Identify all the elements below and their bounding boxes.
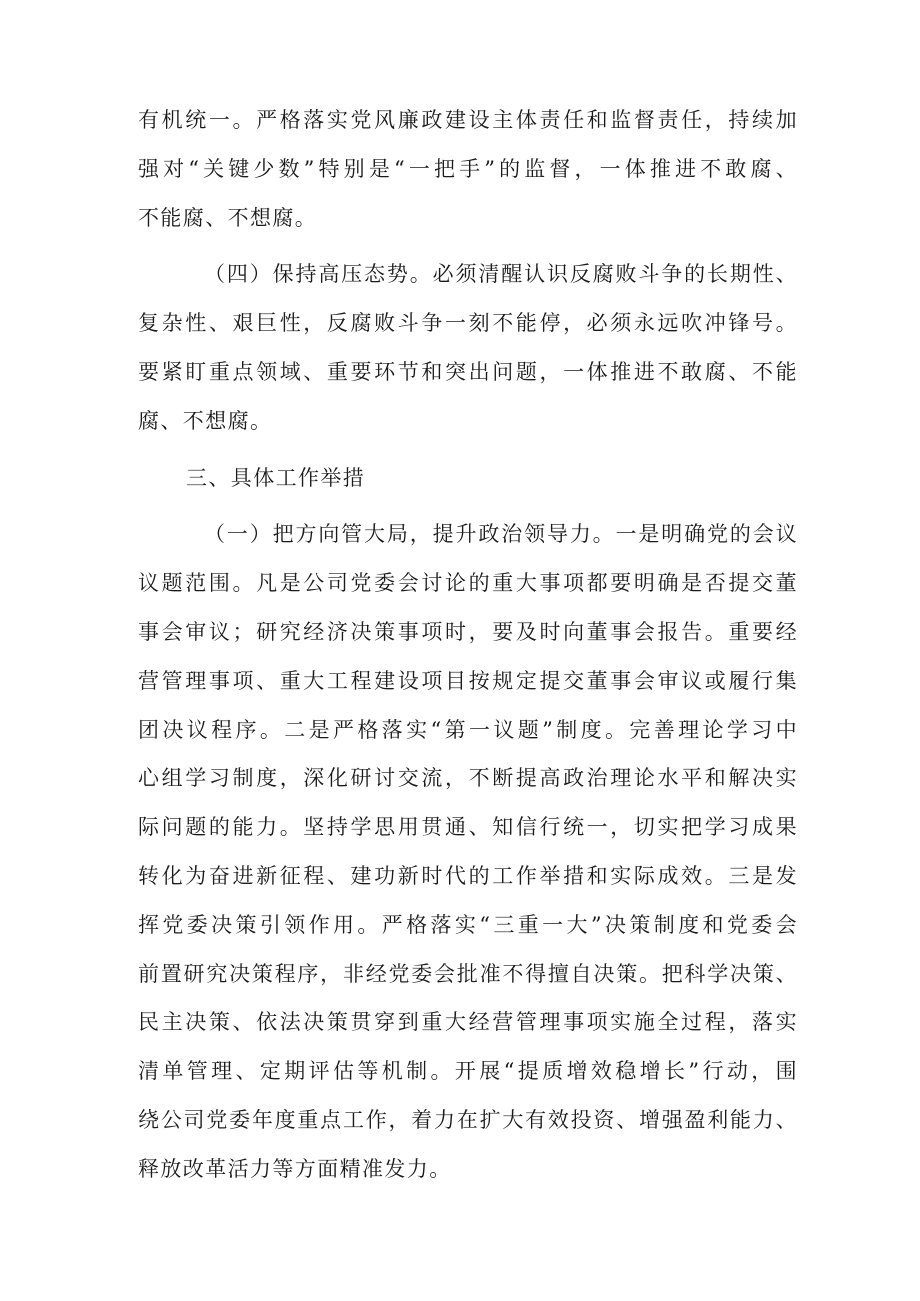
text-line: 复杂性、艰巨性，反腐败斗争一刻不能停，必须永远吹冲锋号。: [138, 311, 798, 336]
paragraph-2: [138, 250, 798, 445]
text-line: 前置研究决策程序，非经党委会批准不得擅自决策。把科学决策、: [138, 961, 798, 986]
text-line: 挥党委决策引领作用。严格落实“三重一大”决策制度和党委会: [138, 912, 798, 937]
text-line: 释放改革活力等方面精准发力。: [138, 1156, 452, 1181]
text-line: 民主决策、依法决策贯穿到重大经营管理事项实施全过程，落实: [138, 1010, 798, 1035]
section-heading: [138, 454, 798, 503]
paragraph-4: [138, 510, 798, 1193]
text-line: （一）把方向管大局，提升政治领导力。一是明确党的会议: [204, 522, 798, 547]
paragraph-1: [138, 96, 798, 242]
text-line: 有机统一。严格落实党风廉政建设主体责任和监督责任，持续加: [138, 108, 798, 132]
text-line: 腐、不想腐。: [138, 408, 273, 433]
text-line: 转化为奋进新征程、建功新时代的工作举措和实际成效。三是发: [138, 863, 798, 888]
text-line: 不能腐、不想腐。: [138, 205, 318, 230]
text-line: 议题范围。凡是公司党委会讨论的重大事项都要明确是否提交董: [138, 571, 798, 596]
text-line: 际问题的能力。坚持学思用贯通、知信行统一，切实把学习成果: [138, 815, 798, 840]
text-line: 要紧盯重点领域、重要环节和突出问题，一体推进不敢腐、不能: [138, 359, 798, 384]
text-line: 心组学习制度，深化研讨交流，不断提高政治理论水平和解决实: [138, 766, 798, 791]
text-line: 清单管理、定期评估等机制。开展“提质增效稳增长”行动，围: [138, 1059, 798, 1084]
text-line: 绕公司党委年度重点工作，着力在扩大有效投资、增强盈利能力、: [138, 1107, 798, 1132]
text-line: 营管理事项、重大工程建设项目按规定提交董事会审议或履行集: [138, 668, 798, 693]
document-body: [138, 96, 798, 1194]
heading-text: 三、具体工作举措: [186, 465, 366, 490]
text-line: 事会审议；研究经济决策事项时，要及时向董事会报告。重要经: [138, 619, 798, 644]
text-line: 团决议程序。二是严格落实“第一议题”制度。完善理论学习中: [138, 717, 798, 742]
text-line: 强对“关键少数”特别是“一把手”的监督，一体推进不敢腐、: [138, 156, 798, 181]
text-line: （四）保持高压态势。必须清醒认识反腐败斗争的长期性、: [204, 262, 798, 287]
